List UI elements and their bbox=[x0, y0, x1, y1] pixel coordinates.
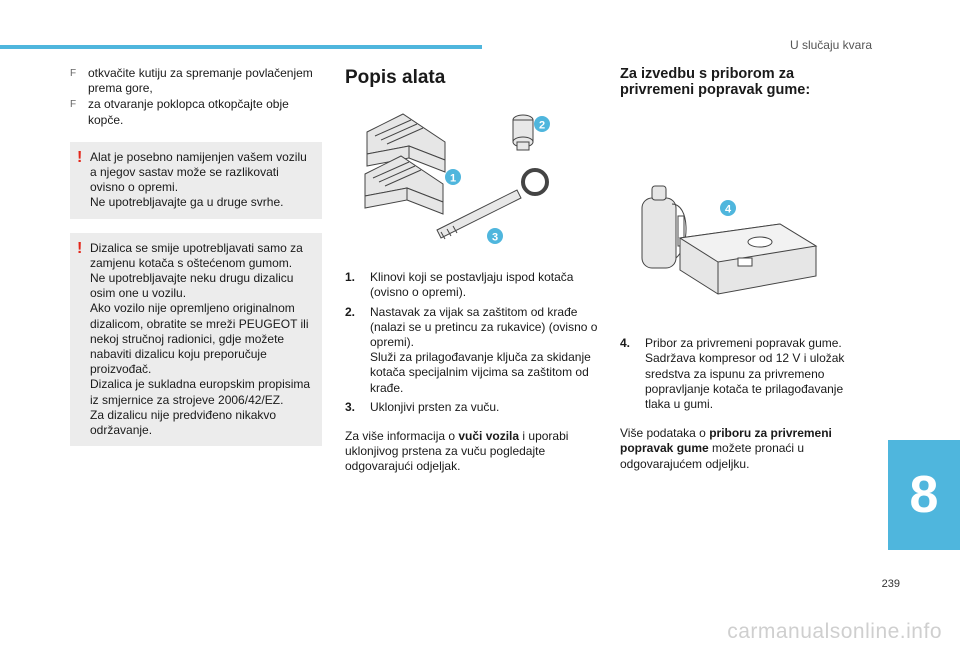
svg-text:1: 1 bbox=[449, 172, 457, 185]
badge-4 bbox=[720, 200, 736, 216]
badge-1 bbox=[445, 169, 461, 185]
list-item bbox=[345, 270, 600, 300]
repair-kit-illustration bbox=[620, 176, 870, 320]
tools-illustration bbox=[345, 102, 600, 256]
list-item bbox=[345, 305, 600, 396]
svg-text:3: 3 bbox=[491, 231, 499, 244]
warning-text: Ne upotrebljavajte ga u druge svrhe. bbox=[90, 195, 284, 210]
list-text: Nastavak za vijak sa zaštitom od krađe (nalazi se u pretincu za rukavice) (ovisno o opremi). bbox=[370, 304, 598, 350]
warning-text: Dizalica je sukladna europskim propisima iz smjernice za strojeve 2006/42/EZ. bbox=[90, 377, 311, 407]
list-number: 4. bbox=[620, 336, 631, 351]
svg-text:4: 4 bbox=[724, 203, 732, 216]
warning-text: Ako vozilo nije opremljeno originalnom dizalicom, obratite se mreži PEUGEOT ili nekoj stručnoj radionici, gdje možete nabaviti dizalicu koju preporučuje proizvođač. bbox=[90, 301, 309, 377]
tools-drawing bbox=[345, 102, 575, 252]
page-number: 239 bbox=[881, 578, 900, 590]
warning-text: Dizalica se smije upotrebljavati samo za zamjenu kotača s oštećenom gumom. bbox=[90, 240, 303, 270]
badge-2 bbox=[534, 116, 550, 132]
warning-text: Za dizalicu nije predviđeno nikakvo održavanje. bbox=[90, 407, 277, 438]
list-item bbox=[620, 336, 870, 412]
repair-kit-list bbox=[620, 336, 870, 412]
list-item bbox=[345, 400, 600, 415]
wheel-chock-icon bbox=[365, 114, 445, 214]
bullet-icon: F bbox=[70, 68, 77, 79]
badge-3 bbox=[487, 228, 503, 244]
repair-kit-reference: Više podataka o priboru za privremeni popravak gume možete pronaći u odgovarajućem odjeljku. bbox=[620, 426, 832, 471]
bullet-item bbox=[70, 97, 322, 127]
warning-icon: ! bbox=[77, 148, 83, 166]
anti-theft-adapter-icon bbox=[513, 115, 533, 150]
section-header: U slučaju kvara bbox=[789, 38, 872, 52]
svg-text:2: 2 bbox=[538, 119, 546, 132]
tools-list bbox=[345, 270, 600, 415]
list-text: Uklonjivi prsten za vuču. bbox=[370, 399, 500, 414]
list-number: 1. bbox=[345, 270, 356, 285]
list-number: 2. bbox=[345, 304, 356, 319]
warning-text: Ne upotrebljavajte neku drugu dizalicu osim one u vozilu. bbox=[90, 271, 294, 301]
repair-kit-drawing bbox=[620, 176, 820, 316]
warning-box-tools bbox=[70, 142, 322, 219]
repair-kit-link-text: priboru za privremeni popravak gume bbox=[620, 426, 832, 456]
bullet-text: za otvaranje poklopca otkopčajte obje kopče. bbox=[88, 97, 289, 127]
list-text: Služi za prilagođavanje ključa za skidanje kotača specijalnim vijcima sa zaštitom od krađe. bbox=[370, 350, 591, 395]
warning-icon: ! bbox=[77, 239, 83, 257]
section-title-repair-kit: Za izvedbu s priborom za privremeni popravak gume: bbox=[620, 66, 811, 98]
watermark: carmanualsonline.info bbox=[727, 620, 942, 643]
column-right bbox=[620, 66, 870, 472]
header-accent-bar bbox=[0, 45, 482, 49]
bullet-text: otkvačite kutiju za spremanje povlačenjem prema gore, bbox=[88, 66, 313, 96]
chapter-tab: 8 bbox=[888, 440, 960, 550]
towing-link-text: vuči vozila bbox=[458, 429, 520, 444]
section-title-tools: Popis alata bbox=[345, 67, 446, 88]
list-text: Pribor za privremeni popravak gume. Sadržava kompresor od 12 V i uložak sredstva za ispunu za privremeno popravljanje kotača te prilagođavanje tlaka u gumi. bbox=[645, 336, 845, 412]
bullet-icon: F bbox=[70, 99, 77, 111]
list-text: Klinovi koji se postavljaju ispod kotača (ovisno o opremi). bbox=[370, 270, 574, 300]
warning-box-jack bbox=[70, 233, 322, 447]
warning-text: Alat je posebno namijenjen vašem vozilu a njegov sastav može se razlikovati ovisno o opremi. bbox=[90, 149, 307, 195]
towing-reference: Za više informacija o vuči vozila i uporabi uklonjivog prstena za vuču pogledajte odgovarajući odjeljak. bbox=[345, 429, 569, 474]
bullet-item bbox=[70, 66, 322, 96]
column-left bbox=[70, 66, 322, 446]
list-number: 3. bbox=[345, 399, 356, 414]
column-middle bbox=[345, 66, 600, 475]
